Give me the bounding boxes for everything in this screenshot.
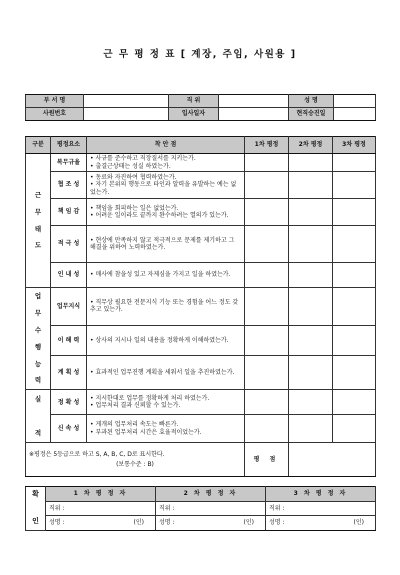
element-label: 적 극 성 (51, 226, 87, 263)
focus-points (87, 199, 245, 226)
evaluator-2-position-label: 직위 : (159, 504, 175, 512)
score-cell-second[interactable] (289, 199, 333, 226)
score-cell-third[interactable] (333, 390, 376, 415)
eval-row (26, 199, 376, 226)
score-cell-third[interactable] (333, 356, 376, 390)
name-field[interactable] (334, 95, 376, 108)
name-label: 성 명 (289, 95, 334, 108)
focus-points (87, 415, 245, 443)
score-cell-third[interactable] (333, 288, 376, 326)
focus-points (87, 172, 245, 199)
score-cell-first[interactable] (245, 415, 289, 443)
score-cell-first[interactable] (245, 390, 289, 415)
focus-points (87, 356, 245, 390)
confirm-label (26, 487, 46, 531)
score-cell-first[interactable] (245, 172, 289, 199)
eval-row (26, 263, 376, 288)
element-label: 복무규율 (51, 154, 87, 172)
eval-row (26, 154, 376, 172)
score-cell-third[interactable] (333, 226, 376, 263)
evaluator-2-header: 2 차 평 정 자 (156, 487, 266, 502)
grading-note-line2: (보통수준 : B) (116, 461, 154, 469)
page-title: 근 무 평 정 표 [ 계장, 주임, 사원용 ] (103, 49, 297, 60)
position-field[interactable] (219, 95, 289, 108)
confirm-label-bottom: 인 (32, 517, 39, 526)
evaluator-1-header: 1 차 평 정 자 (46, 487, 156, 502)
score-cell-first[interactable] (245, 226, 289, 263)
header-second-eval: 2차 평정 (289, 137, 333, 154)
score-label: 평 점 (245, 443, 289, 477)
score-cell-third[interactable] (333, 263, 376, 288)
header-category: 구분 (26, 137, 51, 154)
focus-point: • 게개의 업무처리 속도는 빠른가. (90, 421, 179, 429)
score-cell-third[interactable] (333, 199, 376, 226)
eval-row (26, 415, 376, 443)
score-cell-first[interactable] (245, 325, 289, 356)
score-cell-first[interactable] (245, 199, 289, 226)
score-cell-third[interactable] (333, 172, 376, 199)
focus-point: • 출결근상태는 성실 하였는가. (90, 162, 171, 170)
evaluator-1-position-label: 직위 : (49, 504, 65, 512)
focus-point: • 매사에 참을성 있고 자제심을 가지고 일을 하였는가. (90, 271, 231, 279)
element-label: 정 확 성 (51, 390, 87, 415)
header-third-eval: 3차 평정 (333, 137, 376, 154)
eval-row (26, 356, 376, 390)
score-cell-second[interactable] (289, 154, 333, 172)
score-cell-second[interactable] (289, 263, 333, 288)
score-cell-second[interactable] (289, 172, 333, 199)
evaluation-table (25, 136, 376, 477)
element-label: 협 조 성 (51, 172, 87, 199)
focus-point: • 업무처리 결과 신뢰할 수 있는가. (90, 402, 181, 410)
header-first-eval: 1차 평정 (245, 137, 289, 154)
hire-date-field[interactable] (219, 108, 289, 121)
evaluator-sign-table (25, 486, 376, 531)
focus-point: • 자기 본위의 행동으로 타인과 알력을 유발하는 예는 없었는가. (90, 181, 237, 196)
evaluator-3-position[interactable] (266, 501, 376, 516)
score-cell-first[interactable] (245, 356, 289, 390)
evaluator-3-header: 3 차 평 정 자 (266, 487, 376, 502)
focus-point: • 부과된 업무처리 시간은 효율적이었는가. (90, 428, 202, 436)
current-position-field[interactable] (334, 108, 376, 121)
element-label: 업무지식 (51, 288, 87, 326)
category-label: 근 무 태 도 (26, 154, 51, 288)
focus-point: • 책임을 회피하는 일은 없었는가. (90, 204, 179, 212)
header-focus: 착 안 점 (87, 137, 245, 154)
focus-point: • 사규를 준수하고 직장질서를 지키는가. (90, 155, 196, 162)
evaluator-3-seal: (인) (353, 519, 364, 527)
focus-point: • 지시한대로 업무를 정확하게 처리 하였는가. (90, 394, 210, 402)
element-label: 이 해 력 (51, 325, 87, 356)
score-cell-third[interactable] (333, 154, 376, 172)
evaluator-2-name[interactable] (156, 516, 266, 531)
score-cell-second[interactable] (289, 356, 333, 390)
focus-points (87, 288, 245, 326)
eval-row (26, 226, 376, 263)
hire-date-label: 입사일자 (169, 108, 219, 121)
evaluator-1-name[interactable] (46, 516, 156, 531)
score-cell-second[interactable] (289, 325, 333, 356)
evaluator-1-position[interactable] (46, 501, 156, 516)
eval-row (26, 325, 376, 356)
eval-row (26, 390, 376, 415)
current-position-label: 현직승진일 (289, 108, 334, 121)
category-label: 업 무 수 행 능 력 (26, 288, 51, 390)
evaluator-3-name-label: 성명 : (269, 519, 285, 527)
score-field[interactable] (289, 443, 376, 477)
position-label: 직 위 (169, 95, 219, 108)
evaluator-1-seal: (인) (133, 519, 144, 527)
evaluator-3-name[interactable] (266, 516, 376, 531)
dept-field[interactable] (84, 95, 169, 108)
eval-row (26, 288, 376, 326)
header-element: 평정요소 (51, 137, 87, 154)
score-cell-first[interactable] (245, 288, 289, 326)
focus-points (87, 325, 245, 356)
focus-points (87, 226, 245, 263)
score-cell-second[interactable] (289, 226, 333, 263)
element-label: 인 내 성 (51, 263, 87, 288)
focus-point: • 상사의 지시나 일의 내용을 정확하게 이해하였는가. (90, 336, 229, 344)
focus-points (87, 263, 245, 288)
score-cell-first[interactable] (245, 263, 289, 288)
category-label: 실 적 (26, 390, 51, 443)
score-cell-third[interactable] (333, 415, 376, 443)
focus-point: • 동료와 자진하여 협력하였는가. (90, 173, 177, 181)
focus-points (87, 390, 245, 415)
score-cell-first[interactable] (245, 154, 289, 172)
focus-point: • 어려운 일이라도 끝까지 완수하려는 열의가 있는가. (90, 212, 229, 219)
element-label: 계 획 성 (51, 356, 87, 390)
evaluator-2-name-label: 성명 : (159, 519, 175, 527)
score-cell-second[interactable] (289, 415, 333, 443)
focus-point: • 효과적인 업무진행 계획을 세워서 일을 추진하였는가. (90, 369, 235, 377)
dept-label: 부 서 명 (26, 95, 84, 108)
score-cell-second[interactable] (289, 288, 333, 326)
confirm-label-top: 확 (32, 490, 39, 498)
grading-note-line1: ※평정은 5등급으로 하고 S, A, B, C, D로 표시한다. (29, 450, 165, 458)
eval-row (26, 172, 376, 199)
emp-no-field[interactable] (84, 108, 169, 121)
employee-info-table (25, 94, 376, 121)
element-label: 책 임 감 (51, 199, 87, 226)
evaluator-2-position[interactable] (156, 501, 266, 516)
evaluator-1-name-label: 성명 : (49, 519, 65, 527)
evaluator-3-position-label: 직위 : (269, 504, 285, 512)
element-label: 신 속 성 (51, 415, 87, 443)
grading-note (26, 443, 245, 477)
focus-point: • 직무상 필요한 전문지식 기능 또는 경험을 어느 정도 갖추고 있는가. (90, 298, 239, 314)
focus-point: • 현상에 만족하지 않고 적극적으로 문제를 제기하고 그 해결을 위하여 노력하였는가. (90, 236, 235, 251)
focus-points (87, 154, 245, 172)
evaluator-2-seal: (인) (243, 519, 254, 527)
score-cell-second[interactable] (289, 390, 333, 415)
score-cell-third[interactable] (333, 325, 376, 356)
emp-no-label: 사원번호 (26, 108, 84, 121)
